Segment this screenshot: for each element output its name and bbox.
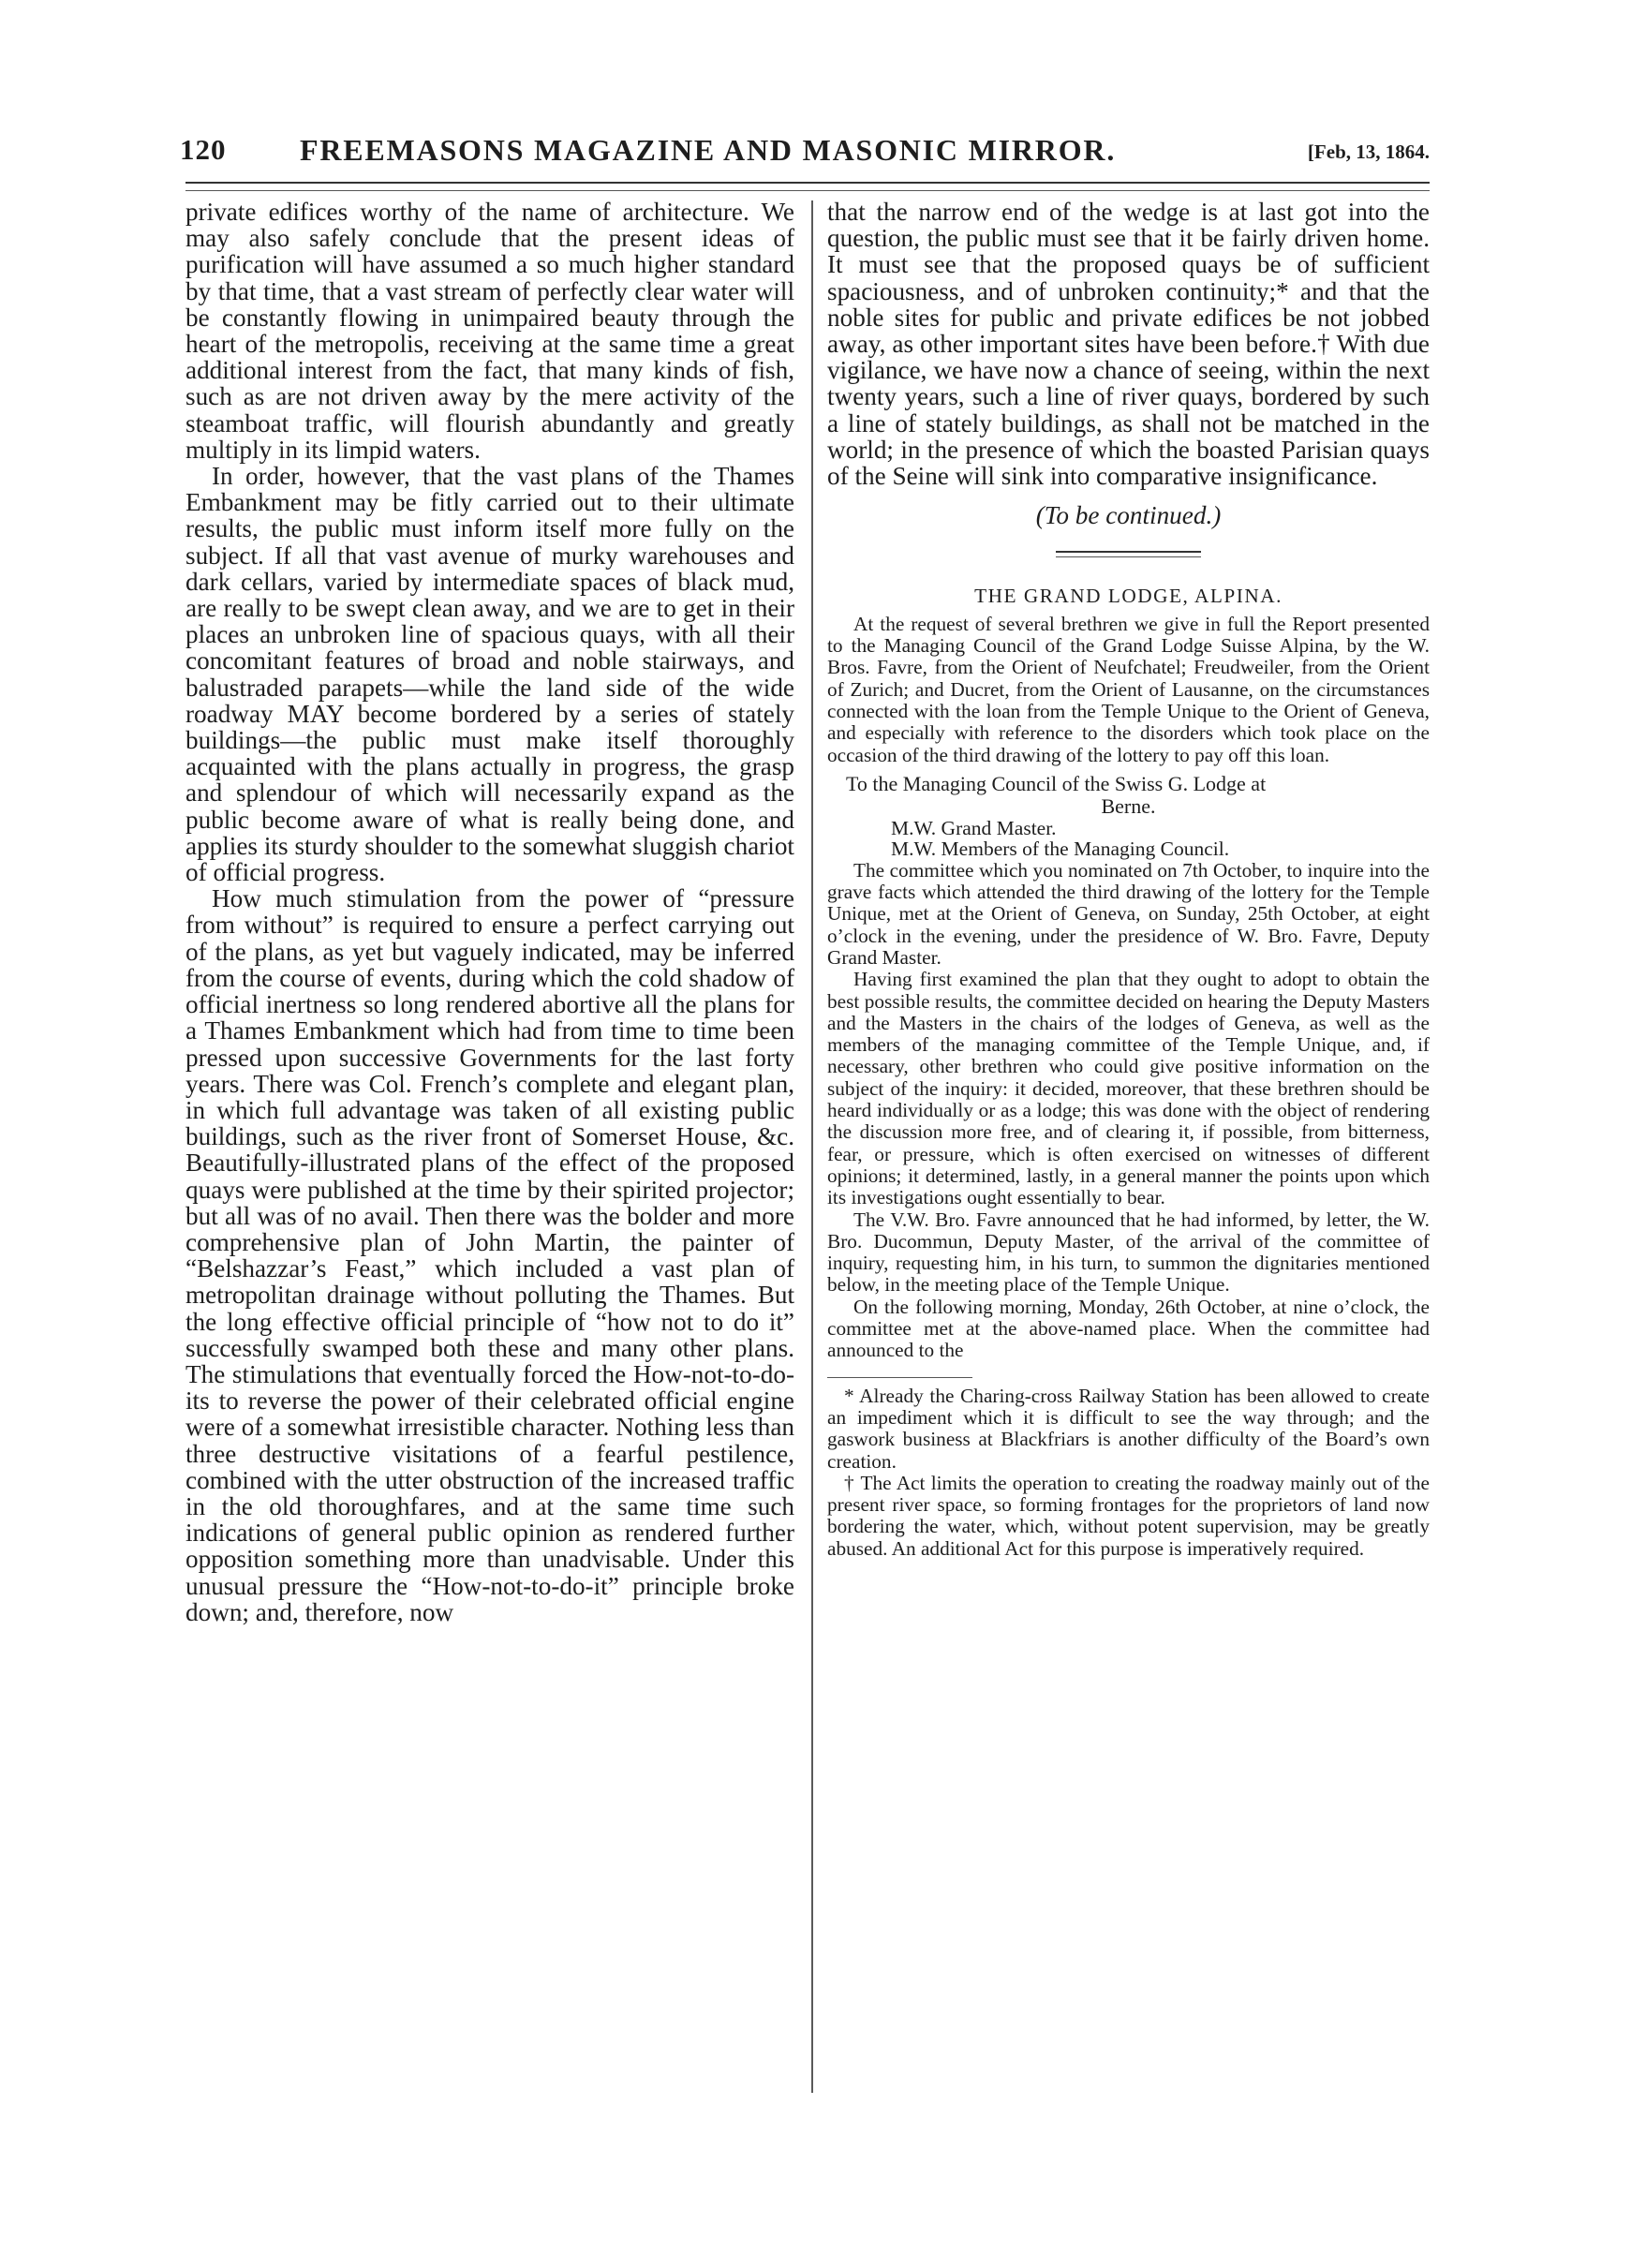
- report-paragraph-1: The committee which you nominated on 7th October, to inquire into the grave facts which attended the third drawing of the lottery for the Temple Unique, met at the Orient of Geneva, on Sunday, 25th October, at eight o’clock in the evening, under the presidence of W. Bro. Favre, Deputy Grand Master.: [827, 858, 1430, 969]
- issue-date: [Feb, 13, 1864.: [1307, 141, 1430, 163]
- header-rule: [185, 182, 1430, 184]
- page-header: [180, 129, 1430, 174]
- article-separator-thin: [1056, 556, 1201, 557]
- article-title: THE GRAND LODGE, ALPINA.: [974, 585, 1283, 608]
- article-separator: [1056, 551, 1201, 553]
- magazine-title: FREEMASONS MAGAZINE AND MASONIC MIRROR.: [300, 133, 1117, 167]
- to-be-continued: (To be continued.): [1035, 501, 1222, 530]
- left-paragraph-2: In order, however, that the vast plans of the Thames Embankment may be fitly carried out to their ultimate results, the public must inform itself more fully on the subject. If all that vast avenue of murky warehouses and dark cellars, varied by intermediate spaces of black mud, are really to be swept clean away, and we are to get in their places an unbroken line of spacious quays, with all their concomitant features of broad and noble stairways, and balustraded parapets—while the land side of the wide roadway MAY become bordered by a series of stately buildings—the public must make itself thoroughly acquainted with the plans actually in progress, the grasp and splendour of which will necessarily expand as the public become aware of what is really being done, and applies its sturdy shoulder to the somewhat sluggish chariot of official progress.: [185, 462, 794, 887]
- salutation-council: M.W. Members of the Managing Council.: [891, 838, 1230, 861]
- address-line: To the Managing Council of the Swiss G. Lodge at: [846, 771, 1267, 795]
- address-city: Berne.: [1101, 793, 1156, 818]
- header-rule-thin: [185, 190, 1430, 191]
- report-paragraph-3: The V.W. Bro. Favre announced that he had informed, by letter, the W. Bro. Ducommun, Deputy Master, of the arrival of the committee of inquiry, requesting him, in his turn, to summon the dignitaries mentioned below, in the meeting place of the Temple Unique.: [827, 1208, 1430, 1297]
- column-divider: [811, 200, 813, 2093]
- footnote-rule: [827, 1377, 972, 1378]
- report-paragraph-4: On the following morning, Monday, 26th October, at nine o’clock, the committee met at the above-named place. When the committee had announced to the: [827, 1295, 1430, 1362]
- footnotes: [827, 1386, 1430, 1560]
- salutation-grand-master: M.W. Grand Master.: [891, 816, 1057, 839]
- left-paragraph-3: How much stimulation from the power of “pressure from without” is required to ensure a perfect carrying out of the plans, as yet but vaguely indicated, may be inferred from the course of events, during which the cold shadow of official inertness so long rendered abortive all the plans for a Thames Embankment which had from time to time been pressed upon successive Governments for the last forty years. There was Col. French’s complete and elegant plan, in which full advantage was taken of all existing public buildings, such as the river front of Somerset House, &c. Beautifully-illustrated plans of the effect of the proposed quays were published at the time by their spirited projector; but all was of no avail. Then there was the bolder and more comprehensive plan of John Martin, the painter of “Belshazzar’s Feast,” which included a vast plan of metropolitan drainage without polluting the Thames. But the long effective official principle of “how not to do it” successfully swamped both these and many other plans. The stimulations that eventually forced the How-not-to-do-its to reverse the power of their celebrated official engine were of a somewhat irresistible character. Nothing less than three destructive visitations of a fearful pestilence, combined with the utter obstruction of the increased traffic in the old thoroughfares, and at the same time such indications of general public opinion as rendered further opposition something more than unadvisable. Under this unusual pressure the “How-not-to-do-it” principle broke down; and, therefore, now: [185, 884, 794, 1626]
- footnote-1: * Already the Charing-cross Railway Station has been allowed to create an impediment which it is difficult to see the way through; and the gaswork business at Blackfriars is another difficulty of the Board’s own creation.: [827, 1384, 1430, 1473]
- right-column: [827, 199, 1430, 1560]
- report-paragraph-2: Having first examined the plan that they ought to adopt to obtain the best possible results, the committee decided on hearing the Deputy Masters and the Masters in the chairs of the lodges of Geneva, as well as the members of the managing committee of the Temple Unique, and, if necessary, other brethren who could give positive information on the subject of the inquiry: it decided, moreover, that these brethren should be heard individually or as a lodge; this was done with the object of rendering the discussion more free, and of clearing it, if possible, from bitterness, fear, or pressure, which is often exercised on witnesses of different opinions; it determined, lastly, in a general manner the points upon which its investigations ought essentially to bear.: [827, 968, 1430, 1209]
- page-number: 120: [180, 133, 227, 166]
- footnote-2: † The Act limits the operation to creating the roadway mainly out of the present river space, so forming frontages for the proprietors of land now bordering the water, which, without potent supervision, may be greatly abused. An additional Act for this purpose is imperatively required.: [827, 1471, 1430, 1560]
- left-column: [185, 199, 794, 1625]
- continuation-paragraph: that the narrow end of the wedge is at last got into the question, the public must see that it be fairly driven home. It must see that the proposed quays be of sufficient spaciousness, and of unbroken continuity;* and that the noble sites for public and private edifices be not jobbed away, as other important sites have been before.† With due vigilance, we have now a chance of seeing, within the next twenty years, such a line of river quays, bordered by such a line of stately buildings, as shall not be matched in the world; in the presence of which the boasted Parisian quays of the Seine will sink into comparative insignificance.: [827, 198, 1430, 491]
- left-paragraph-1: private edifices worthy of the name of architecture. We may also safely conclude that the present ideas of purification will have assumed a so much higher standard by that time, that a vast stream of perfectly clear water will be constantly flowing in unimpaired beauty through the heart of the metropolis, receiving at the same time a great additional interest from the fact, that many kinds of fish, such as are not driven away by the mere activity of the steamboat traffic, will flourish abundantly and greatly multiply in its limpid waters.: [185, 198, 794, 464]
- article-intro: At the request of several brethren we give in full the Report presented to the Managing Council of the Grand Lodge Suisse Alpina, by the W. Bros. Favre, from the Orient of Neufchatel; Freudweiler, from the Orient of Zurich; and Ducret, from the Orient of Lausanne, on the circumstances connected with the loan from the Temple Unique to the Orient of Geneva, and especially with reference to the disorders which took place on the occasion of the third drawing of the lottery to pay off this loan.: [827, 612, 1430, 766]
